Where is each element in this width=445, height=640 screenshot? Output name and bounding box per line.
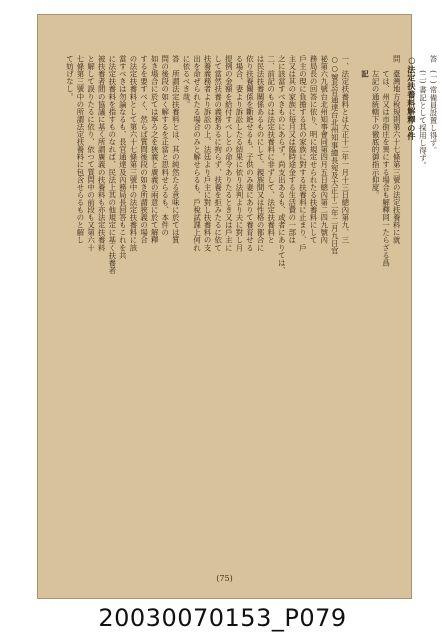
text-line: 當すべきは勿論なるも、長官通達及內務局長回答もこれを共 <box>118 55 128 259</box>
text-line: に依るべき哉。 <box>181 55 191 108</box>
text-line: 提例の金額を給付すべしとの命令ありたるとき又は戶主に <box>224 55 234 252</box>
text-line: 問の後段の如く解するを正當と思料せらるも、本件の <box>160 55 170 237</box>
section-heading: ○法定扶養料解釋の件 <box>406 55 417 141</box>
text-line: 出を命ぜられたる場合のみと解せらるも、戶稅試課上何れ <box>192 55 202 252</box>
text-line: は民法扶養關係あるものにして、親族間又は性格の都合に <box>256 55 266 252</box>
text-line: 一、法定扶養料とは大正十二年一月十三日總內第九、三 <box>340 55 350 244</box>
text-line: 左記の通統轄下の徹底的御指示仰度。 <box>371 55 381 199</box>
text-line: 記 <box>360 55 370 78</box>
text-line: の法定扶養料として第六十七條第三號中の法定扶養料に該 <box>128 55 138 252</box>
text-line: 務局長の回答に依り、明に規定せられたる扶養料にして <box>309 55 319 244</box>
image-caption: 20030070153_P079 <box>98 604 347 632</box>
text-line: る場合、妻より訴訟したる結果に依り法判より夫に對し月 <box>234 55 244 252</box>
scanned-page <box>37 14 438 599</box>
text-line: に法定扶養料を指すものなれば、民法上其の他規定に基く扶養者 <box>107 55 117 274</box>
text-line: するを要すべく、然らば質問後段の如き所謂狹義の場合 <box>139 55 149 244</box>
text-line: (二) 書記として採用し得ず。 <box>418 55 428 170</box>
text-line: ては、州又は市街庄を異にする場合も解釋同一たらざる爲 <box>381 55 391 267</box>
text-line: 答 所謂法定扶養料とは、其の純然たる意味に於ては質 <box>171 55 181 244</box>
text-line: と解して誤りたるに依り、依つて質問中の前段も又第六十 <box>86 55 96 252</box>
page-number: (75) <box>216 574 233 583</box>
text-line: 扶養義務者より訴訟の上、法廷より戶主に對し扶養料の支 <box>203 55 213 252</box>
text-line: ○○號長官通達台北州知事總長宛及大正十二年二月九日官 <box>330 55 340 255</box>
text-line: して當然扶養の義務あるに拘らず、扶養を拒みたるに依て <box>213 55 223 252</box>
vertical-body-text <box>65 55 438 545</box>
text-line: 被扶養者間の協議に基く所謂廣義の扶養料も亦法定扶養料 <box>97 55 107 252</box>
text-line: て妨げなし。 <box>65 55 75 101</box>
text-line: 戶主の現に負擔する其の家族に對する扶養料に止まり、戶 <box>298 55 308 252</box>
text-line: 之に該當すべきものにあらず。尚支出あるも、或者にありては、 <box>277 55 287 274</box>
text-line: 祕第六九號台北州知事會同第四月五日總內第二四九號內 <box>319 55 329 244</box>
text-line: 七條第三號中の所謂法定扶養料に包含せらるものと解し <box>76 55 85 244</box>
text-line: 二、前記のものは法定扶養料に非ずして、法定扶養料と <box>266 55 276 244</box>
text-line: 答 (一) 常備員設置し得ず。 <box>429 55 438 155</box>
text-line: 主又は其の家族に毎月又は臨時途金する生活費の一部は <box>287 55 297 244</box>
text-line: 如き場合に於ては寧ろ之を狹義と廣義の兩意に於て解釋 <box>150 55 160 244</box>
text-line: 依り扶養關係を斷絶せるも、子供のみ妻にありて養育せる <box>245 55 255 252</box>
text-line: 問 臺灣地方稅規則第六十七條第三號の法定扶養料に就 <box>392 55 402 244</box>
